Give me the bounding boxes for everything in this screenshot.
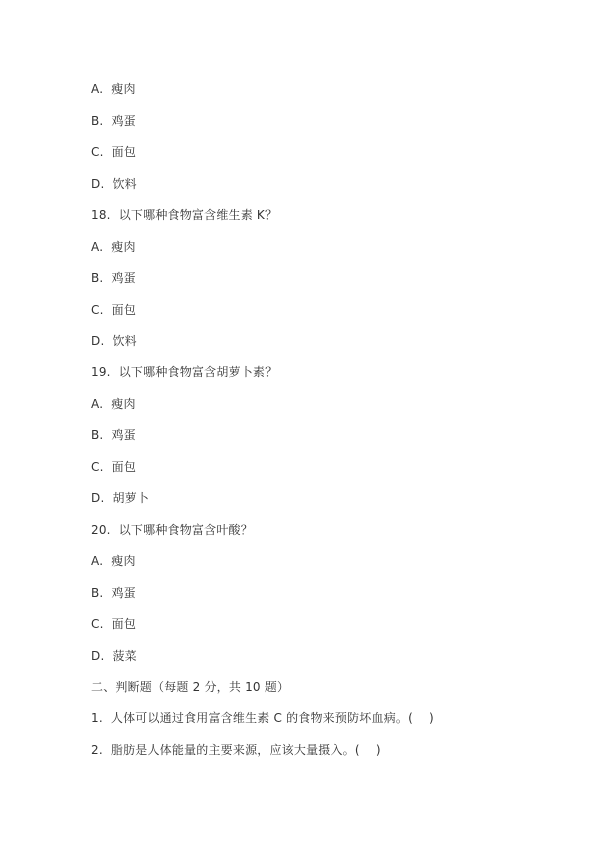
true-false-question-1: 1. 人体可以通过食用富含维生素 C 的食物来预防坏血病。( ) [91,711,434,725]
option-a-q19: A. 瘦肉 [91,397,136,411]
section-heading-true-false: 二、判断题（每题 2 分，共 10 题） [91,680,290,694]
option-c-q17: C. 面包 [91,145,137,159]
question-19: 19. 以下哪种食物富含胡萝卜素？ [91,365,278,379]
option-b-q17: B. 鸡蛋 [91,114,136,128]
option-d-q19: D. 胡萝卜 [91,491,150,505]
option-c-q19: C. 面包 [91,460,137,474]
option-c-q18: C. 面包 [91,303,137,317]
question-18: 18. 以下哪种食物富含维生素 K？ [91,208,278,222]
true-false-question-2: 2. 脂肪是人体能量的主要来源，应该大量摄入。( ) [91,743,381,757]
option-b-q18: B. 鸡蛋 [91,271,136,285]
option-b-q20: B. 鸡蛋 [91,586,136,600]
option-a-q20: A. 瘦肉 [91,554,136,568]
option-d-q18: D. 饮料 [91,334,137,348]
option-a-q17: A. 瘦肉 [91,82,136,96]
option-c-q20: C. 面包 [91,617,137,631]
option-b-q19: B. 鸡蛋 [91,428,136,442]
option-d-q17: D. 饮料 [91,177,137,191]
option-a-q18: A. 瘦肉 [91,240,136,254]
question-20: 20. 以下哪种食物富含叶酸？ [91,523,253,537]
option-d-q20: D. 菠菜 [91,649,137,663]
